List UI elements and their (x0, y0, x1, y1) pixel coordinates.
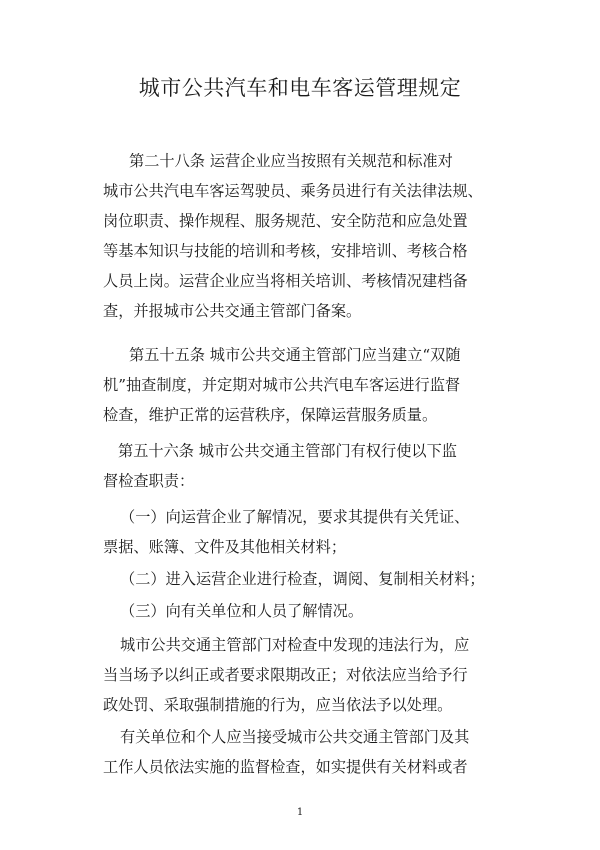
text-line: 岗位职责、操作规程、服务规范、安全防范和应急处置 (103, 212, 468, 230)
text-line: 当当场予以纠正或者要求限期改正；对依法应当给予行 (103, 666, 468, 684)
text-line: 第二十八条 运营企业应当按照有关规范和标准对 (129, 152, 453, 170)
page-number: 1 (296, 807, 304, 818)
text-line: 有关单位和个人应当接受城市公共交通主管部门及其 (120, 728, 470, 746)
text-line: 第五十五条 城市公共交通主管部门应当建立“双随 (129, 346, 461, 364)
page-title: 城市公共汽车和电车客运管理规定 (138, 76, 462, 100)
text-line: 政处罚、采取强制措施的行为，应当依法予以处理。 (103, 696, 453, 714)
text-line: （三）向有关单位和人员了解情况。 (120, 602, 363, 620)
text-line: 机”抽查制度，并定期对城市公共汽电车客运进行监督 (103, 376, 461, 394)
text-line: 查，并报城市公共交通主管部门备案。 (103, 302, 362, 320)
text-line: （二）进入运营企业进行检查，调阅、复制相关材料； (120, 570, 485, 588)
text-line: 人员上岗。运营企业应当将相关培训、考核情况建档备 (103, 272, 468, 290)
text-line: 票据、账簿、文件及其他相关材料； (103, 538, 346, 556)
text-line: （一）向运营企业了解情况，要求其提供有关凭证、 (120, 508, 470, 526)
text-line: 等基本知识与技能的培训和考核，安排培训、考核合格 (103, 242, 468, 260)
text-line: 工作人员依法实施的监督检查，如实提供有关材料或者 (103, 758, 468, 776)
text-line: 城市公共汽电车客运驾驶员、乘务员进行有关法律法规、 (103, 182, 483, 200)
text-line: 检查，维护正常的运营秩序，保障运营服务质量。 (103, 406, 438, 424)
text-line: 督检查职责： (103, 472, 195, 490)
text-line: 城市公共交通主管部门对检查中发现的违法行为，应 (120, 636, 470, 654)
text-line: 第五十六条 城市公共交通主管部门有权行使以下监 (118, 442, 457, 460)
